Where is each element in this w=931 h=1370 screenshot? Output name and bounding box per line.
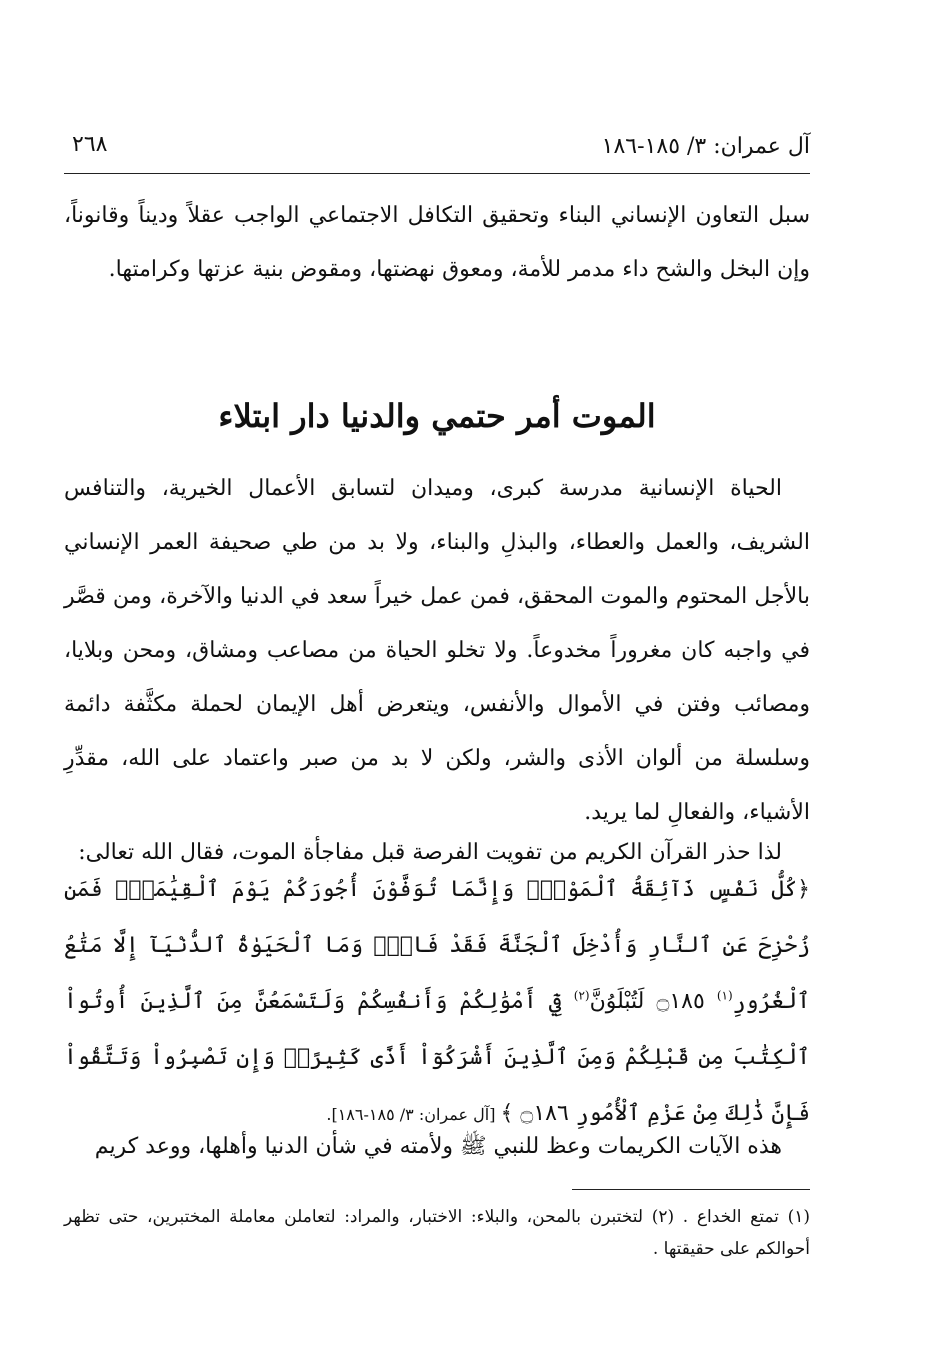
ayah-number-185: ۝١٨٥ [644,989,717,1014]
ayah-number-186: ۝١٨٦ ﴾ [500,1101,576,1126]
paragraph-top: سبل التعاون الإنساني البناء وتحقيق التكافل الاجتماعي الواجب عقلاً وديناً وقانوناً، وإن البخل والشح داء مدمر للأمة، ومعوق نهضتها، ومقوض بنية عزتها وكرامتها. [64,203,810,282]
paragraph-intro: لذا حذر القرآن الكريم من تفويت الفرصة قبل مفاجأة الموت، فقال الله تعالى: [78,840,782,865]
verse-part-3: فِيٓ أَمْوَٰلِكُمْ وَأَنفُسِكُمْ وَلَتَسْمَعُنَّ مِنَ ٱلَّذِينَ أُوتُواْ ٱلْكِتَٰبَ مِن قَبْلِكُمْ وَمِنَ ٱلَّذِينَ أَشْرَكُوٓاْ أَذًى كَثِيرًاۚ وَإِن تَصْبِرُواْ وَتَتَّقُواْ فَإِنَّ ذَٰلِكَ مِنْ عَزْمِ ٱلْأُمُورِ [64,989,810,1126]
running-header [64,128,810,168]
paragraph-main: الحياة الإنسانية مدرسة كبرى، وميدان لتسابق الأعمال الخيرية، والتنافس الشريف، والعمل والعطاء، والبذلِ والبناء، ولا بد من طي صحيفة العمر الإنساني بالأجل المحتوم والموت المحقق، فمن عمل خيراً سعد في الدنيا والآخرة، ومن قصَّر في واجبه كان مغروراً مخدوعاً. ولا تخلو الحياة من مصاعب ومشاق، ومحن وبلايا، ومصائب وفتن في الأموال والأنفس، ويتعرض أهل الإيمان لحملة مكثَّفة دائمة وسلسلة من ألوان الأذى والشر، ولكن لا بد من صبر واعتماد على الله، مقدِّرِ الأشياء، والفعالِ لما يريد. [64,476,810,825]
footnote-rule [572,1189,810,1190]
section-heading: الموت أمر حتمي والدنيا دار ابتلاء [218,397,656,435]
footnote-marker-2: (٢) [573,988,590,1003]
footnote-text: (١) تمتع الخداع . (٢) لتختبرن بالمحن، والبلاء: الاختبار، والمراد: لتعاملن معاملة المختبرين، حتى تظهر أحوالكم على حقيقتها . [64,1207,810,1259]
header-rule [64,173,810,174]
verse-part-1: ﴿كُلُّ نَفْسٍ ذَآئِقَةُ ٱلْمَوْتِۗ وَإِنَّمَا تُوَفَّوْنَ أُجُورَكُمْ يَوْمَ ٱلْقِيَٰمَةِۖ فَمَن زُحْزِحَ عَنِ ٱلنَّارِ وَأُدْخِلَ ٱلْجَنَّةَ فَقَدْ فَازَۗ وَمَا ٱلْحَيَوٰةُ ٱلدُّنْيَآ إِلَّا مَتَٰعُ ٱلْغُرُورِ [64,877,811,1014]
quran-verse [64,862,810,1143]
verse-citation: [آل عمران: ٣/ ١٨٥-١٨٦]. [326,1105,501,1124]
running-title: آل عمران: ٣/ ١٨٥-١٨٦ [601,134,810,159]
footnote-marker-1: (١) [716,988,733,1003]
page-number: ٢٦٨ [72,132,108,157]
verse-part-2: لَتُبْلَوُنَّ [589,989,645,1014]
paragraph-bottom: هذه الآيات الكريمات وعظ للنبي ﷺ ولأمته في شأن الدنيا وأهلها، ووعد كريم [94,1134,782,1159]
